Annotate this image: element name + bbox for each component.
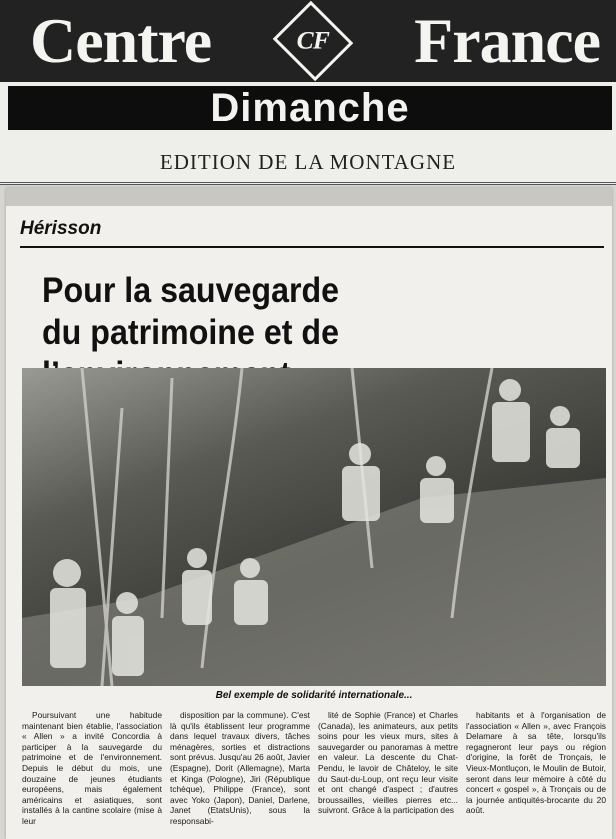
masthead-left-word: Centre bbox=[30, 5, 212, 76]
day-bar bbox=[8, 86, 612, 130]
headline-line-2: du patrimoine et de bbox=[42, 313, 339, 352]
article-rubric bbox=[20, 218, 604, 248]
rubric-text: Hérisson bbox=[20, 218, 102, 239]
article-body bbox=[22, 710, 606, 838]
article-column-1 bbox=[22, 710, 162, 838]
day-band bbox=[0, 82, 616, 142]
logo-letters: CF bbox=[296, 26, 329, 55]
day-title: Dimanche bbox=[210, 85, 410, 130]
column-1-text: Poursuivant une habitude maintenant bien établie, l'association « Allen » a invité Concordia à participer à la sauvegarde du patrimoine et de l'environnement. Depuis le début du mois, une douzaine de jeunes étudiants européens, mais également américains et asiatiques, sont installés à la cantine scolaire (mise à leur bbox=[22, 710, 162, 826]
cf-logo-icon bbox=[272, 1, 353, 82]
torn-strip bbox=[6, 188, 612, 206]
masthead-right-word: France bbox=[414, 5, 600, 76]
column-4-text: habitants et à l'organisation de l'association « Allen », avec François Delamare à sa tête, lorsqu'ils regagneront leur pays ou région d'origine, la forêt de Tronçais, le Vieux-Montluçon, le Moulin de Butoir, seront dans leur mémoire à côté du concert « gospel », à Tronçais ou de la journée antiquités-brocante du 20 août. bbox=[466, 710, 606, 816]
article-column-4 bbox=[466, 710, 606, 838]
article-clipping bbox=[6, 188, 612, 839]
article-column-3 bbox=[318, 710, 458, 838]
masthead bbox=[0, 0, 616, 82]
article-photo bbox=[22, 368, 606, 686]
photo-caption: Bel exemple de solidarité internationale... bbox=[215, 690, 413, 701]
column-3-text: lité de Sophie (France) et Charles (Canada), les animateurs, aux petits soins pour les vieux murs, sites à sauvegarder ou panoramas à mettre en valeur. La descente du Chat-Pendu, le lavoir de Châteloy, le site du Saut-du-Loup, ont reçu leur visite et ont changé d'aspect ; d'autres broussailles, vieilles pierres etc... suivront. Grâce à la participation des bbox=[318, 710, 458, 816]
column-2-text: disposition par la commune). C'est là qu'ils établissent leur programme dans lequel travaux divers, tâches ménagères, sorties et distractions sont prévus. Jusqu'au 26 août, Javier (Espagne), Dorit (Allemagne), Marta et Kinga (Pologne), Jiri (République tchèque), Philippe (France), sont avec Yoko (Japon), Daniel, Darlene, Janet (EtatsUnis), sous la responsabi- bbox=[170, 710, 310, 826]
newspaper-logo bbox=[30, 2, 600, 80]
article-column-2 bbox=[170, 710, 310, 838]
headline-line-1: Pour la sauvegarde bbox=[42, 271, 340, 310]
edition-label: EDITION DE LA MONTAGNE bbox=[0, 142, 616, 185]
photo-illustration bbox=[22, 368, 606, 686]
